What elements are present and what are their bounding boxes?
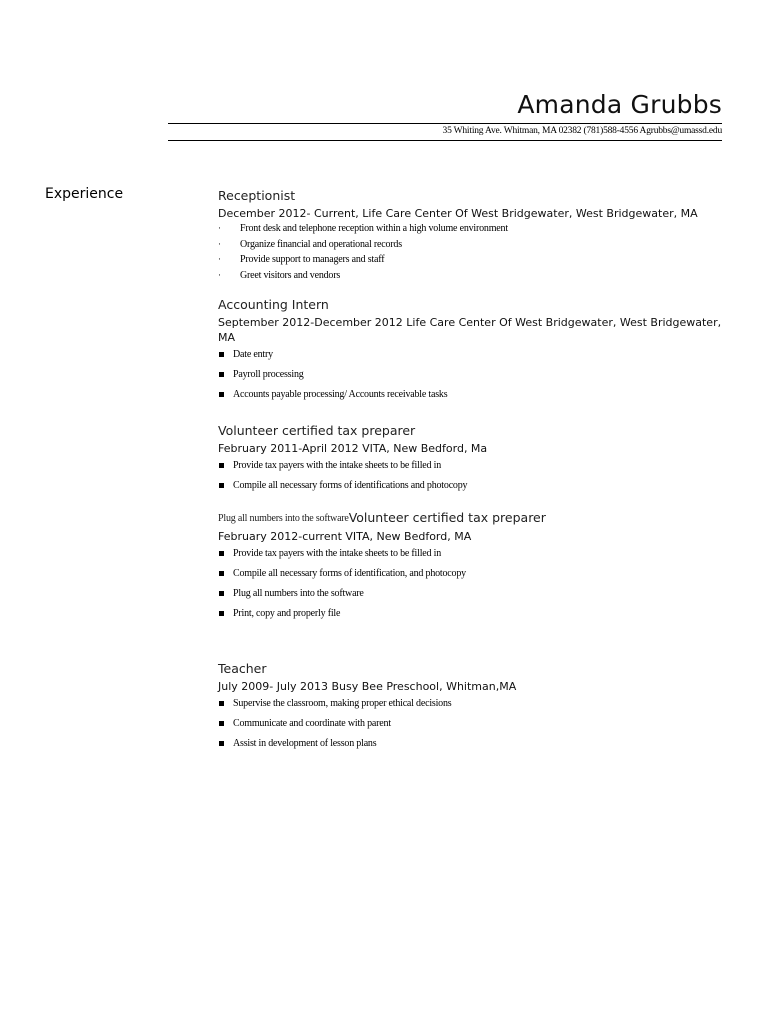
candidate-name: Amanda Grubbs <box>517 90 722 119</box>
job-title: Accounting Intern <box>218 297 329 312</box>
stray-duty-text: Plug all numbers into the software <box>218 513 349 524</box>
bullet-dot-icon: · <box>218 254 221 264</box>
duty-text: Organize financial and operational records <box>240 238 402 250</box>
duty-text: Payroll processing <box>233 369 304 380</box>
list-item <box>218 734 728 754</box>
header-rule-bottom <box>168 140 722 141</box>
job-duties-list <box>218 544 728 624</box>
duty-text: Compile all necessary forms of identifications and photocopy <box>233 480 468 491</box>
duty-text: Communicate and coordinate with parent <box>233 718 391 729</box>
duty-text: Supervise the classroom, making proper ethical decisions <box>233 698 452 709</box>
job-entry-teacher <box>218 661 728 754</box>
list-item <box>218 456 728 476</box>
list-item <box>218 221 728 237</box>
bullet-dot-icon: · <box>218 238 221 249</box>
job-duties-list <box>218 221 728 283</box>
duty-text: Provide support to managers and staff <box>240 254 385 265</box>
bullet-dot-icon: · <box>218 223 221 233</box>
job-entry-volunteer-tax-2011 <box>218 423 728 496</box>
duty-text: Greet visitors and vendors <box>240 269 341 281</box>
list-item <box>218 714 728 734</box>
section-heading-experience: Experience <box>45 186 124 202</box>
duty-text: Front desk and telephone reception within a high volume environment <box>240 223 508 234</box>
job-duties-list <box>218 694 728 754</box>
job-detail: September 2012-December 2012 Life Care Center Of West Bridgewater, West Bridgewater, MA <box>218 316 722 344</box>
job-title-line <box>218 510 728 527</box>
list-item <box>218 252 728 268</box>
list-item <box>218 476 728 496</box>
list-item <box>218 564 728 584</box>
contact-info: 35 Whiting Ave. Whitman, MA 02382 (781)588-4556 Agrubbs@umassd.edu <box>442 126 722 136</box>
list-item <box>218 237 728 253</box>
list-item <box>218 365 728 385</box>
job-entry-receptionist <box>218 188 728 283</box>
list-item <box>218 345 728 365</box>
job-detail: December 2012- Current, Life Care Center Of West Bridgewater, West Bridgewater, MA <box>218 207 698 220</box>
job-title: Volunteer certified tax preparer <box>348 510 546 525</box>
duty-text: Assist in development of lesson plans <box>233 738 377 749</box>
duty-text: Accounts payable processing/ Accounts receivable tasks <box>233 389 448 400</box>
bullet-dot-icon: · <box>218 269 221 280</box>
list-item <box>218 385 728 405</box>
list-item <box>218 544 728 564</box>
header-rule-top <box>168 123 722 124</box>
list-item <box>218 694 728 714</box>
job-entry-accounting-intern <box>218 297 728 405</box>
job-title: Receptionist <box>218 188 296 203</box>
job-title: Teacher <box>218 661 267 676</box>
duty-text: Plug all numbers into the software <box>233 588 364 599</box>
duty-text: Provide tax payers with the intake sheets to be filled in <box>233 460 441 471</box>
job-detail: February 2012-current VITA, New Bedford, MA <box>218 530 472 543</box>
job-duties-list <box>218 456 728 496</box>
list-item <box>218 268 728 284</box>
job-title: Volunteer certified tax preparer <box>218 423 416 438</box>
duty-text: Print, copy and properly file <box>233 608 341 619</box>
duty-text: Compile all necessary forms of identification, and photocopy <box>233 568 466 579</box>
list-item <box>218 604 728 624</box>
list-item <box>218 584 728 604</box>
job-detail: February 2011-April 2012 VITA, New Bedford, Ma <box>218 442 488 455</box>
duty-text: Provide tax payers with the intake sheets to be filled in <box>233 548 441 559</box>
job-detail: July 2009- July 2013 Busy Bee Preschool, Whitman,MA <box>218 680 517 693</box>
duty-text: Date entry <box>233 349 273 360</box>
job-duties-list <box>218 345 728 405</box>
job-entry-volunteer-tax-2012 <box>218 510 728 624</box>
